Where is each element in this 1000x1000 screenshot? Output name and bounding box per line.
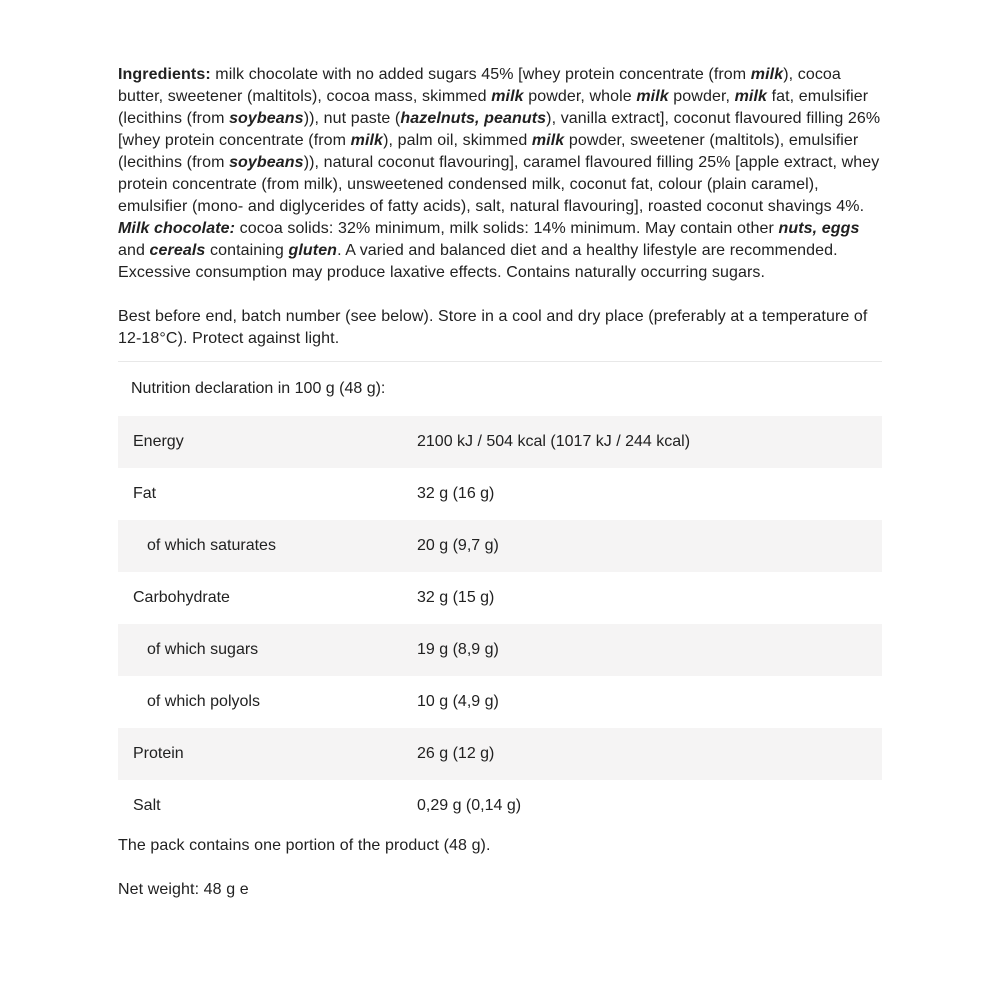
emphasized-text: milk <box>350 132 384 149</box>
emphasized-text: gluten <box>288 242 338 259</box>
emphasized-text: milk <box>491 88 524 105</box>
emphasized-text: Ingredients: <box>118 66 211 83</box>
nutrient-value: 19 g (8,9 g) <box>417 641 499 658</box>
emphasized-text: hazelnuts, peanuts <box>400 110 547 127</box>
text-run: milk chocolate with no added sugars 45% [whey protein concentrate (from <box>210 66 751 83</box>
nutrient-label: Fat <box>133 485 157 502</box>
nutrient-label: Carbohydrate <box>133 589 230 606</box>
text-run: ), vanilla extract], coconut flavoured filling 26% [whey protein concentrate (from <box>118 110 881 149</box>
nutrition-table <box>118 416 882 832</box>
text-run: powder, <box>668 88 735 105</box>
nutrient-value: 32 g (15 g) <box>417 589 495 606</box>
text-run: . A varied and balanced diet and a healthy lifestyle are recommended. Excessive consumption may produce laxative effects. Contains naturally occurring sugars. <box>118 242 838 281</box>
text-run: ), cocoa butter, sweetener (maltitols), cocoa mass, skimmed <box>118 66 841 105</box>
nutrition-row <box>118 416 882 468</box>
nutrient-value: 32 g (16 g) <box>417 485 495 502</box>
nutrient-value: 2100 kJ / 504 kcal (1017 kJ / 244 kcal) <box>417 433 691 450</box>
text-run: )), natural coconut flavouring], caramel flavoured filling 25% [apple extract, whey protein concentrate (from milk), unsweetened condensed milk, coconut fat, colour (plain caramel), emulsifier (mono- and diglycerides of fatty acids), salt, natural flavouring], roasted coconut shavings 4%. <box>118 154 880 215</box>
nutrient-label: of which polyols <box>147 693 260 710</box>
nutrient-value: 26 g (12 g) <box>417 745 495 762</box>
emphasized-text: milk <box>734 88 768 105</box>
product-info-section <box>118 64 882 901</box>
nutrition-row <box>118 468 882 520</box>
nutrition-row <box>118 728 882 780</box>
text-run: powder, sweetener (maltitols), emulsifier (lecithins (from <box>118 132 859 171</box>
text-run: ), palm oil, skimmed <box>383 132 532 149</box>
net-weight: Net weight: 48 g e <box>118 881 249 898</box>
nutrient-value: 0,29 g (0,14 g) <box>417 797 522 814</box>
text-run: and <box>118 242 150 259</box>
nutrition-row <box>118 676 882 728</box>
nutrient-label: Protein <box>133 745 184 762</box>
nutrient-value: 10 g (4,9 g) <box>417 693 499 710</box>
nutrient-label: Salt <box>133 797 161 814</box>
nutrient-label: Energy <box>133 433 184 450</box>
emphasized-text: soybeans <box>229 110 304 127</box>
emphasized-text: soybeans <box>229 154 304 171</box>
nutrient-value: 20 g (9,7 g) <box>417 537 499 554</box>
nutrition-row <box>118 780 882 832</box>
text-run: )), nut paste ( <box>303 110 401 127</box>
text-run: powder, whole <box>523 88 637 105</box>
text-run: fat, emulsifier (lecithins (from <box>118 88 869 127</box>
emphasized-text: milk <box>750 66 784 83</box>
ingredients-paragraph <box>118 64 882 284</box>
text-run: containing <box>205 242 289 259</box>
storage-instructions: Best before end, batch number (see below). Store in a cool and dry place (preferably at a temperature of 12-18°C). Protect against light. <box>118 308 868 347</box>
emphasized-text: milk <box>636 88 669 105</box>
nutrition-row <box>118 572 882 624</box>
emphasized-text: milk <box>531 132 565 149</box>
text-run: cocoa solids: 32% minimum, milk solids: 14% minimum. May contain other <box>235 220 779 237</box>
portion-note: The pack contains one portion of the product (48 g). <box>118 837 491 854</box>
nutrition-row <box>118 520 882 572</box>
emphasized-text: Milk chocolate: <box>118 220 236 237</box>
nutrient-label: of which sugars <box>147 641 259 658</box>
emphasized-text: cereals <box>149 242 206 259</box>
nutrition-row <box>118 624 882 676</box>
emphasized-text: nuts, eggs <box>778 220 860 237</box>
nutrient-label: of which saturates <box>147 537 276 554</box>
nutrition-declaration-heading: Nutrition declaration in 100 g (48 g): <box>131 380 386 397</box>
